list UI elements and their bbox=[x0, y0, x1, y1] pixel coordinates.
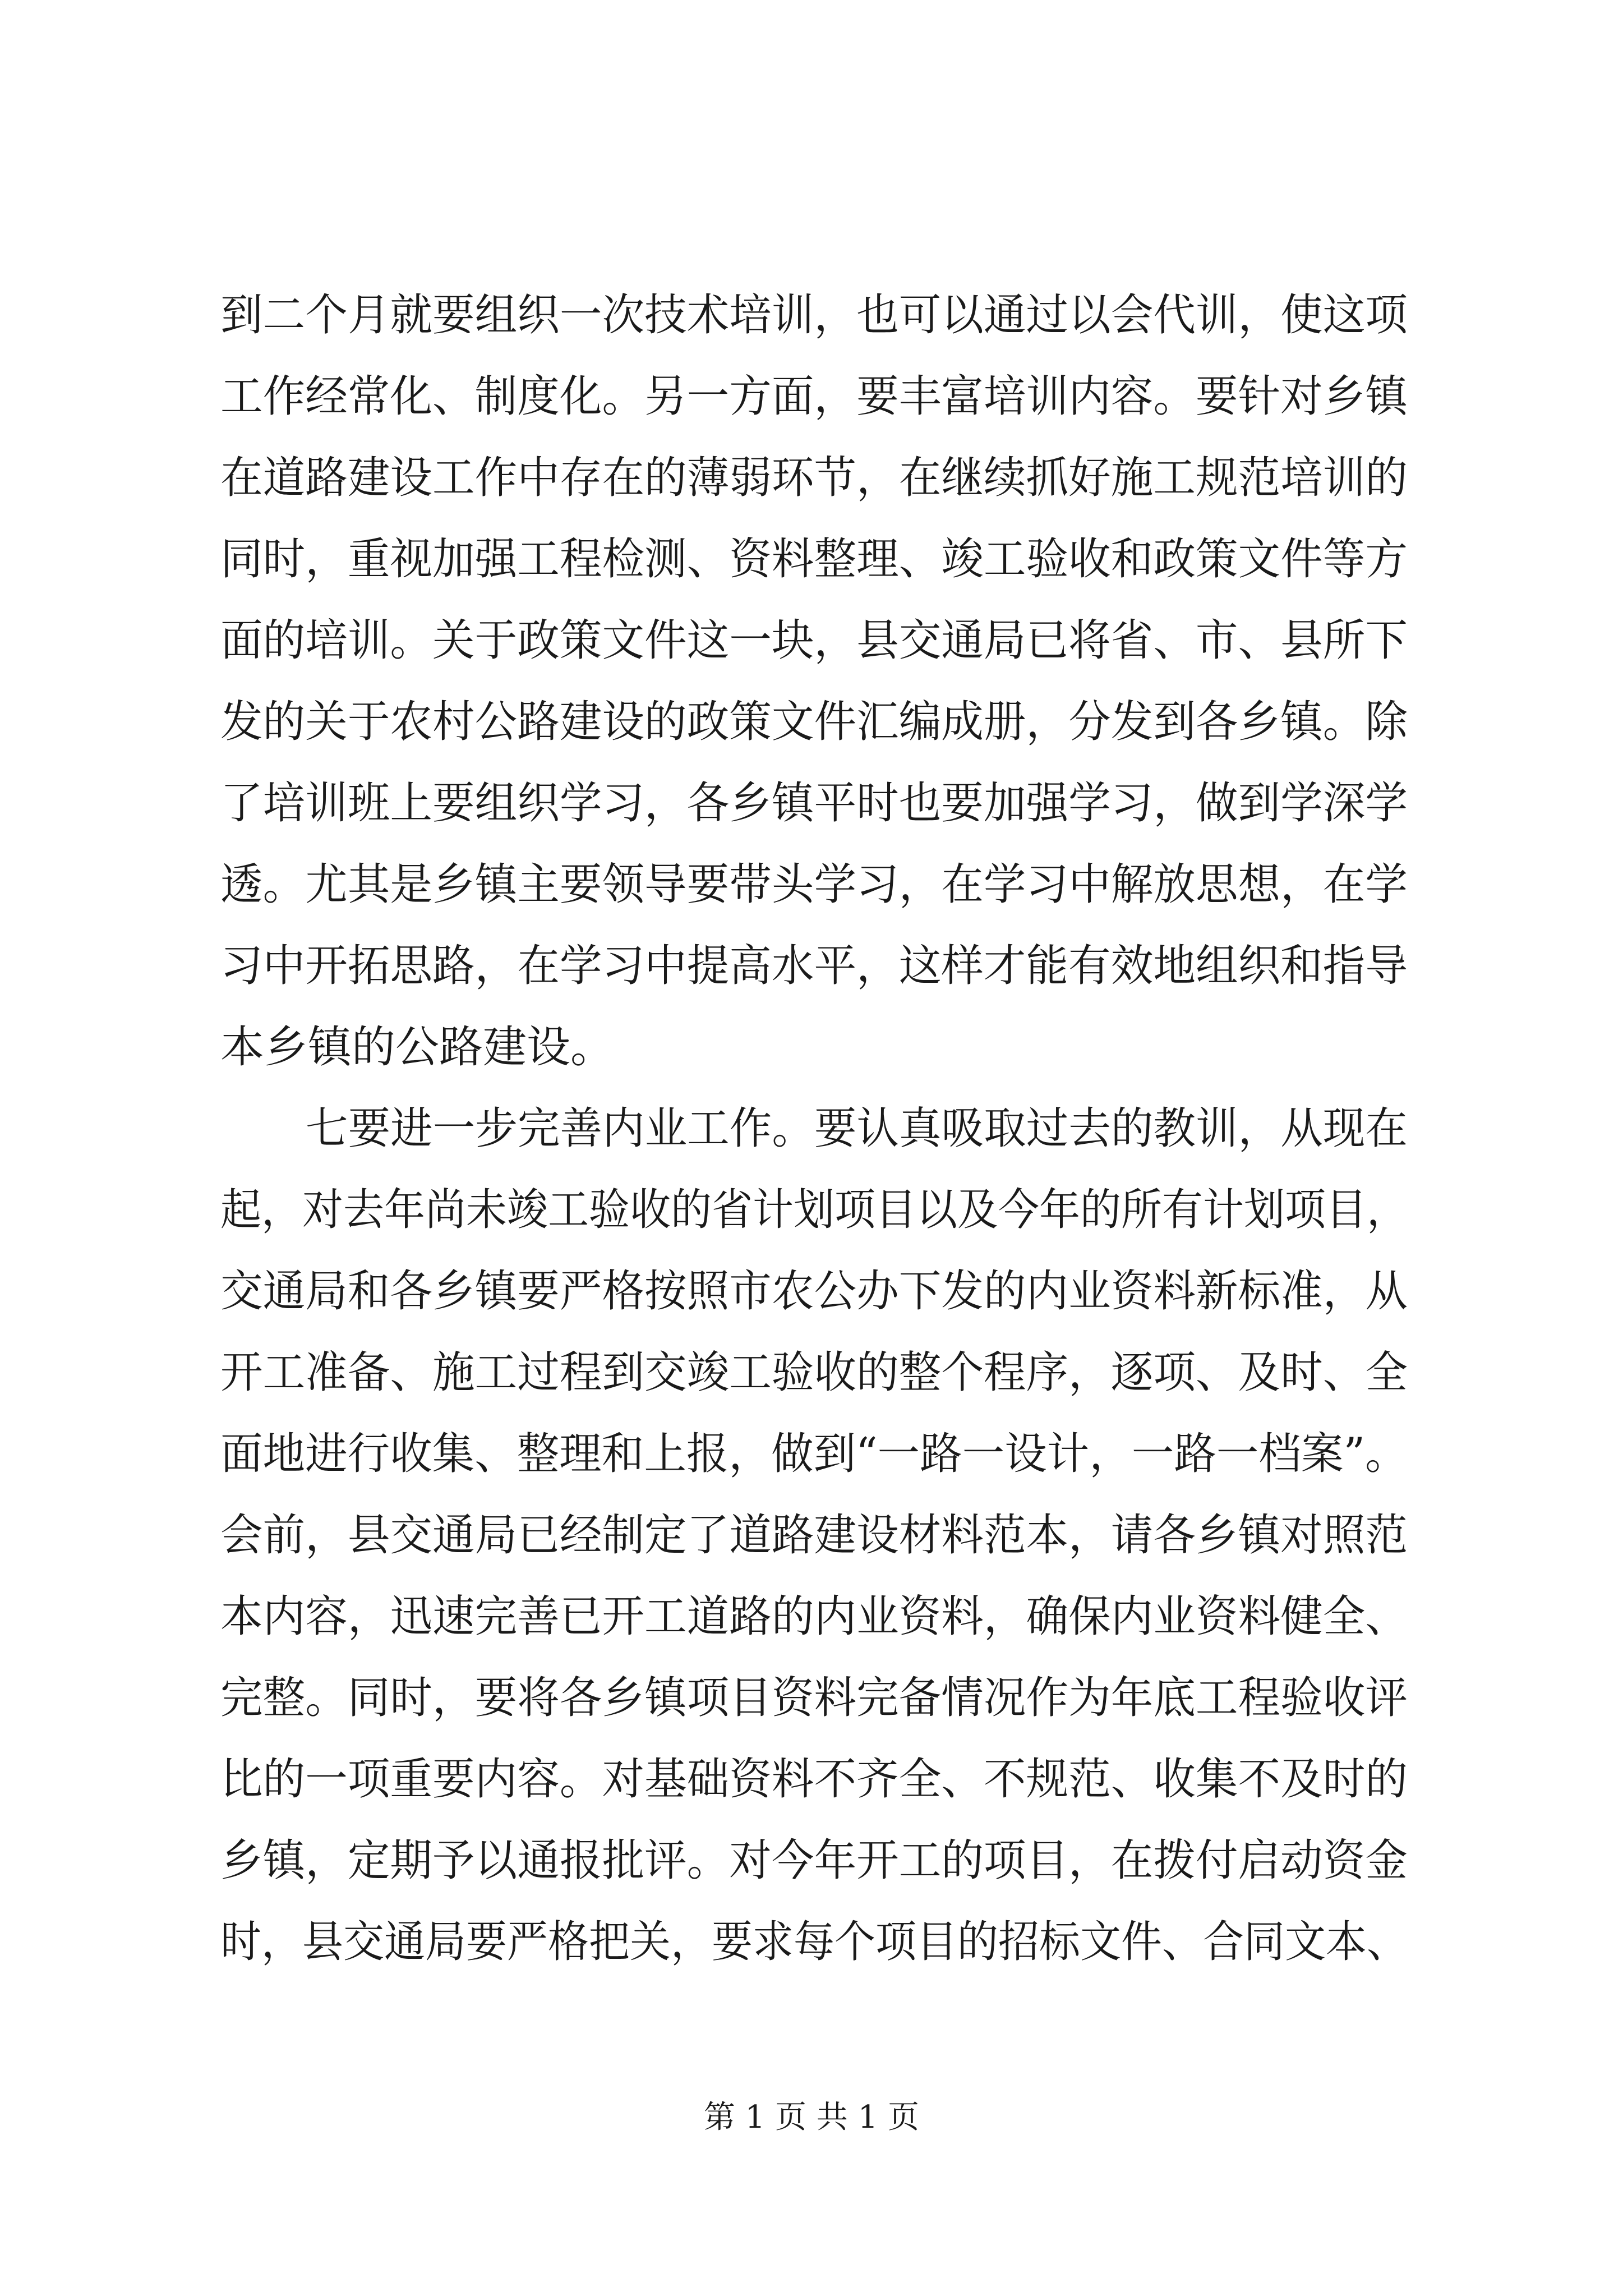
body-line-1: 到二个月就要组织一次技术培训，也可以通过以会代训，使这项 bbox=[220, 290, 1408, 341]
body-line-19: 比的一项重要内容。对基础资料不齐全、不规范、收集不及时的 bbox=[220, 1754, 1408, 1805]
body-line-2: 工作经常化、制度化。另一方面，要丰富培训内容。要针对乡镇 bbox=[220, 371, 1408, 422]
page-footer: 第 1 页 共 1 页 bbox=[703, 2099, 920, 2136]
body-line-4: 同时，重视加强工程检测、资料整理、竣工验收和政策文件等方 bbox=[220, 534, 1408, 585]
body-line-16: 会前，县交通局已经制定了道路建设材料范本，请各乡镇对照范 bbox=[220, 1510, 1408, 1561]
body-line-3: 在道路建设工作中存在的薄弱环节，在继续抓好施工规范培训的 bbox=[220, 453, 1408, 503]
body-line-21: 时，县交通局要严格把关，要求每个项目的招标文件、合同文本、 bbox=[220, 1917, 1408, 1967]
body-line-18: 完整。同时，要将各乡镇项目资料完备情况作为年底工程验收评 bbox=[220, 1673, 1408, 1723]
body-line-12: 起，对去年尚未竣工验收的省计划项目以及今年的所有计划项目， bbox=[220, 1185, 1408, 1235]
body-line-9: 习中开拓思路，在学习中提高水平，这样才能有效地组织和指导 bbox=[220, 941, 1408, 991]
body-line-14: 开工准备、施工过程到交竣工验收的整个程序，逐项、及时、全 bbox=[220, 1347, 1408, 1398]
body-line-17: 本内容，迅速完善已开工道路的内业资料，确保内业资料健全、 bbox=[220, 1591, 1408, 1642]
body-line-5: 面的培训。关于政策文件这一块，县交通局已将省、市、县所下 bbox=[220, 615, 1408, 666]
body-line-15: 面地进行收集、整理和上报，做到“一路一设计，一路一档案”。 bbox=[220, 1429, 1408, 1479]
body-line-13: 交通局和各乡镇要严格按照市农公办下发的内业资料新标准，从 bbox=[220, 1266, 1408, 1317]
body-line-8: 透。尤其是乡镇主要领导要带头学习，在学习中解放思想，在学 bbox=[220, 859, 1408, 910]
paragraph-start-line: 七要进一步完善内业工作。要认真吸取过去的教训，从现在 bbox=[306, 1103, 1408, 1154]
body-line-20: 乡镇，定期予以通报批评。对今年开工的项目，在拨付启动资金 bbox=[220, 1835, 1408, 1886]
body-line-7: 了培训班上要组织学习，各乡镇平时也要加强学习，做到学深学 bbox=[220, 778, 1408, 829]
body-line-6: 发的关于农村公路建设的政策文件汇编成册，分发到各乡镇。除 bbox=[220, 697, 1408, 747]
body-line-10: 本乡镇的公路建设。 bbox=[220, 1022, 615, 1073]
